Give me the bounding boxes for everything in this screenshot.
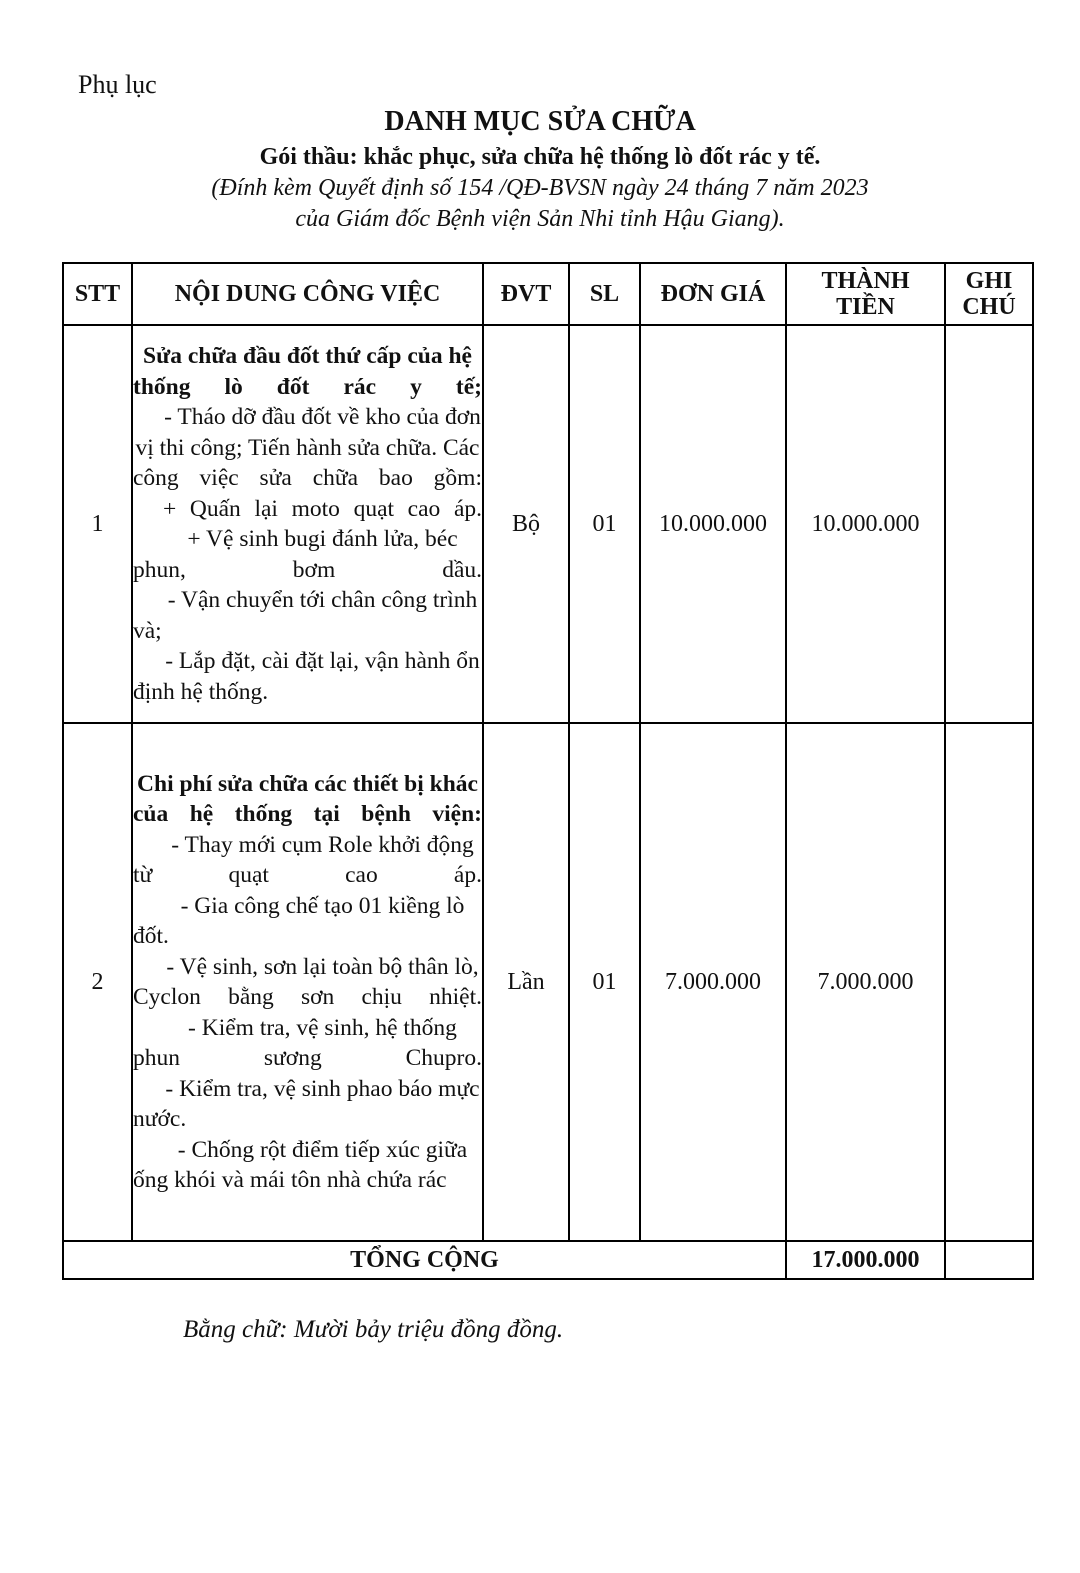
header-note bbox=[945, 263, 1033, 325]
amount-in-words: Bằng chữ: Mười bảy triệu đồng đồng. bbox=[183, 1316, 564, 1343]
document-reference-line-2: của Giám đốc Bệnh viện Sản Nhi tỉnh Hậu Giang). bbox=[295, 206, 785, 232]
row-item: + Quấn lại moto quạt cao áp. bbox=[163, 495, 482, 522]
row-item: - Tháo dỡ đầu đốt về kho của đơn vị thi công; Tiến hành sửa chữa. Các công việc sửa chữa bao gồm: bbox=[133, 404, 482, 491]
row-title: Sửa chữa đầu đốt thứ cấp của hệ thống lò đốt rác y tế; bbox=[133, 343, 482, 400]
total-row bbox=[63, 1241, 1033, 1279]
header-qty: SL bbox=[569, 263, 640, 325]
row-content bbox=[132, 325, 483, 723]
row-amount: 7.000.000 bbox=[786, 723, 945, 1241]
header-note-line-1: GHI bbox=[965, 268, 1013, 294]
row-unit-price: 10.000.000 bbox=[640, 325, 786, 723]
header-unit: ĐVT bbox=[483, 263, 569, 325]
row-unit: Bộ bbox=[483, 325, 569, 723]
header-stt: STT bbox=[63, 263, 132, 325]
table-row bbox=[63, 723, 1033, 1241]
total-label: TỔNG CỘNG bbox=[63, 1241, 786, 1279]
row-note bbox=[945, 325, 1033, 723]
row-stt: 1 bbox=[63, 325, 132, 723]
row-title: Chi phí sửa chữa các thiết bị khác của hệ thống tại bệnh viện: bbox=[133, 770, 482, 827]
total-amount: 17.000.000 bbox=[786, 1241, 945, 1279]
total-note bbox=[945, 1241, 1033, 1279]
document-reference-line-1: (Đính kèm Quyết định số 154 /QĐ-BVSN ngày 24 tháng 7 năm 2023 bbox=[211, 175, 869, 201]
document-title: DANH MỤC SỬA CHỮA bbox=[384, 106, 696, 137]
header-unit-price: ĐƠN GIÁ bbox=[640, 263, 786, 325]
row-item: + Vệ sinh bugi đánh lửa, béc phun, bơm dầu. bbox=[133, 526, 482, 583]
row-item: - Vệ sinh, sơn lại toàn bộ thân lò, Cyclon bằng sơn chịu nhiệt. bbox=[133, 953, 482, 1010]
row-item: - Chống rột điểm tiếp xúc giữa ống khói và mái tôn nhà chứa rác bbox=[133, 1136, 468, 1193]
row-item: - Gia công chế tạo 01 kiềng lò đốt. bbox=[133, 892, 465, 949]
row-qty: 01 bbox=[569, 325, 640, 723]
row-unit-price: 7.000.000 bbox=[640, 723, 786, 1241]
row-item: - Lắp đặt, cài đặt lại, vận hành ổn định hệ thống. bbox=[133, 648, 480, 705]
header-note-line-2: CHÚ bbox=[962, 294, 1016, 320]
repair-items-table bbox=[62, 262, 1034, 1280]
table-header-row bbox=[63, 263, 1033, 325]
header-amount bbox=[786, 263, 945, 325]
annex-label: Phụ lục bbox=[78, 70, 157, 99]
row-qty: 01 bbox=[569, 723, 640, 1241]
row-item: - Kiểm tra, vệ sinh phao báo mực nước. bbox=[133, 1075, 480, 1132]
table-row bbox=[63, 325, 1033, 723]
row-content bbox=[132, 723, 483, 1241]
header-amount-line-1: THÀNH bbox=[821, 268, 910, 294]
header-amount-line-2: TIỀN bbox=[836, 294, 895, 320]
row-item: - Kiểm tra, vệ sinh, hệ thống phun sương Chupro. bbox=[133, 1014, 482, 1071]
document-heading bbox=[0, 103, 1080, 235]
row-item: - Thay mới cụm Role khởi động từ quạt cao áp. bbox=[133, 831, 482, 888]
row-item: - Vận chuyển tới chân công trình và; bbox=[133, 587, 478, 644]
row-amount: 10.000.000 bbox=[786, 325, 945, 723]
row-note bbox=[945, 723, 1033, 1241]
header-content: NỘI DUNG CÔNG VIỆC bbox=[132, 263, 483, 325]
row-stt: 2 bbox=[63, 723, 132, 1241]
document-subtitle: Gói thầu: khắc phục, sửa chữa hệ thống lò đốt rác y tế. bbox=[259, 144, 821, 170]
row-unit: Lần bbox=[483, 723, 569, 1241]
